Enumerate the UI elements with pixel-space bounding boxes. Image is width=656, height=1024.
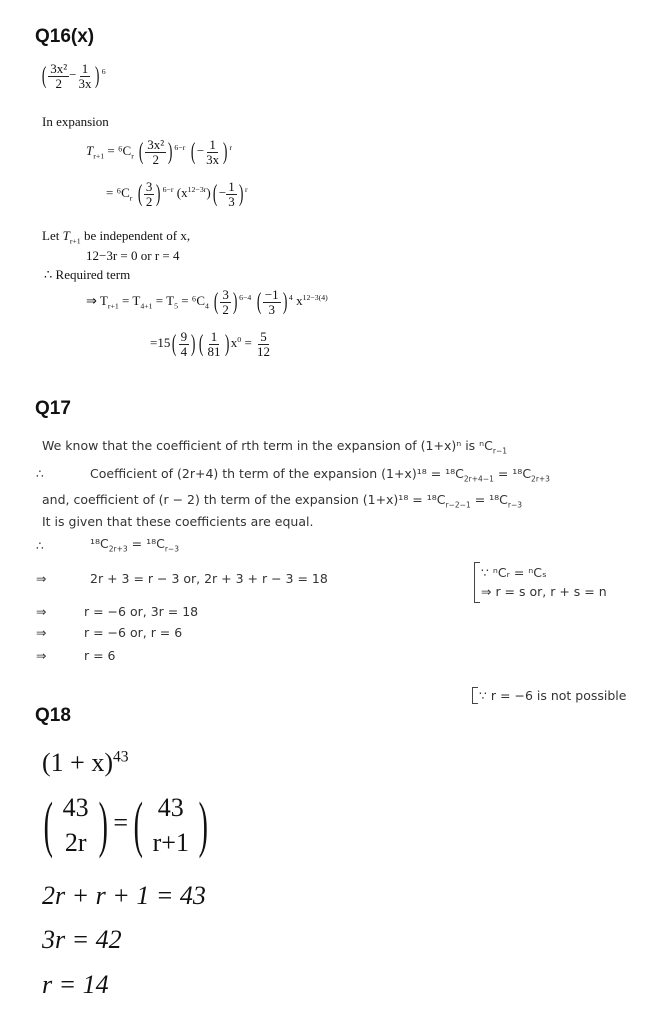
q16-heading: Q16(x) <box>35 26 95 47</box>
q16-general-term-line1: $T_{r+1} = ^6C_r$ ( $\frac{\text{3x²}}{2}$ ) $^{6-r}$ ( − $\frac{1}{3x}$ ) $^r$ <box>86 137 232 167</box>
q18-step-1: 2r + r + 1 = 43 <box>42 881 206 910</box>
q16-general-term-line2: = $^6C_r$ ( $\frac{3}{2}$ ) $^{6-r}$ $(x^{12-3r})$( − $\frac{1}{3}$ ) $^r$ <box>106 179 248 209</box>
q17-step-equation: 2r + 3 = r − 3 or, 2r + 3 + r − 3 = 18 <box>90 571 328 586</box>
q17-step-symbol: ⇒ <box>36 604 47 619</box>
q17-step-equation: r = −6 or, 3r = 18 <box>84 604 199 619</box>
q16-final-result: =15( $\frac{9}{4}$ ) ( $\frac{1}{81}$ ) $x^0$ = $\frac{5}{12}$ <box>150 329 271 359</box>
q17-property-note: ∵ ⁿCᵣ = ⁿCₛ ⇒ r = s or, r + s = n <box>474 562 656 603</box>
q18-step-2: 3r = 42 <box>42 925 122 954</box>
q18-expression: $(1 + x)^{43}$ <box>42 748 129 777</box>
q17-intro-line: We know that the coefficient of rth term in the expansion of (1+x)ⁿ is ⁿC$_{r-1}$ <box>42 438 508 456</box>
q16-expression: ( $\frac{\text{3x²}}{2}$ − $\frac{1}{3x}$ ) $^6$ <box>41 61 106 91</box>
q18-binomial-equation: ( 43 2r ) = ( 43 r+1 ) <box>43 791 208 860</box>
q17-step-symbol: ⇒ <box>36 571 47 586</box>
q16-required-term-label: ∴ Required term <box>44 267 131 282</box>
q16-equation-zero: 12−3r = 0 or r = 4 <box>86 248 180 263</box>
q17-step-symbol: ⇒ <box>36 625 47 640</box>
q16-required-term-line: ⇒ $T_{r+1} = T_{4+1} = T_5 = ^6C_4$ ( $\frac{3}{2}$ ) $^{6-4}$ ( $\frac{-1}{3}$ ) $^4$ $x^{12-3(4)}$ <box>86 287 328 317</box>
q17-step-symbol: ∴ <box>36 538 44 553</box>
q17-heading: Q17 <box>35 398 71 419</box>
q18-step-3: r = 14 <box>42 970 109 999</box>
q17-step-symbol: ⇒ <box>36 648 47 663</box>
q17-coefficient-line2: and, coefficient of (r − 2) th term of the expansion $(1+x)^{18} = ^{18}C_{r-2-1} = ^{18}C_{r-3}$ <box>42 492 523 510</box>
q17-step-equation: r = −6 or, r = 6 <box>84 625 183 640</box>
q17-not-possible-note: ∵ r = −6 is not possible <box>472 687 656 704</box>
q17-coefficient-line1: Coefficient of (2r+4) th term of the expansion $(1+x)^{18} = ^{18}C_{2r+4-1} = ^{18}C_{2r+3}$ <box>90 466 550 484</box>
q16-in-expansion: In expansion <box>42 114 109 129</box>
q17-given-equal: It is given that these coefficients are equal. <box>42 514 314 529</box>
q17-step-equation: r = 6 <box>84 648 116 663</box>
q16-let-independent: Let $T_{r+1}$ be independent of x, <box>42 228 191 246</box>
q17-step-equation: $^{18}C_{2r+3} = ^{18}C_{r-3}$ <box>90 536 179 554</box>
q17-therefore-symbol: ∴ <box>36 466 44 481</box>
q18-heading: Q18 <box>35 705 71 726</box>
